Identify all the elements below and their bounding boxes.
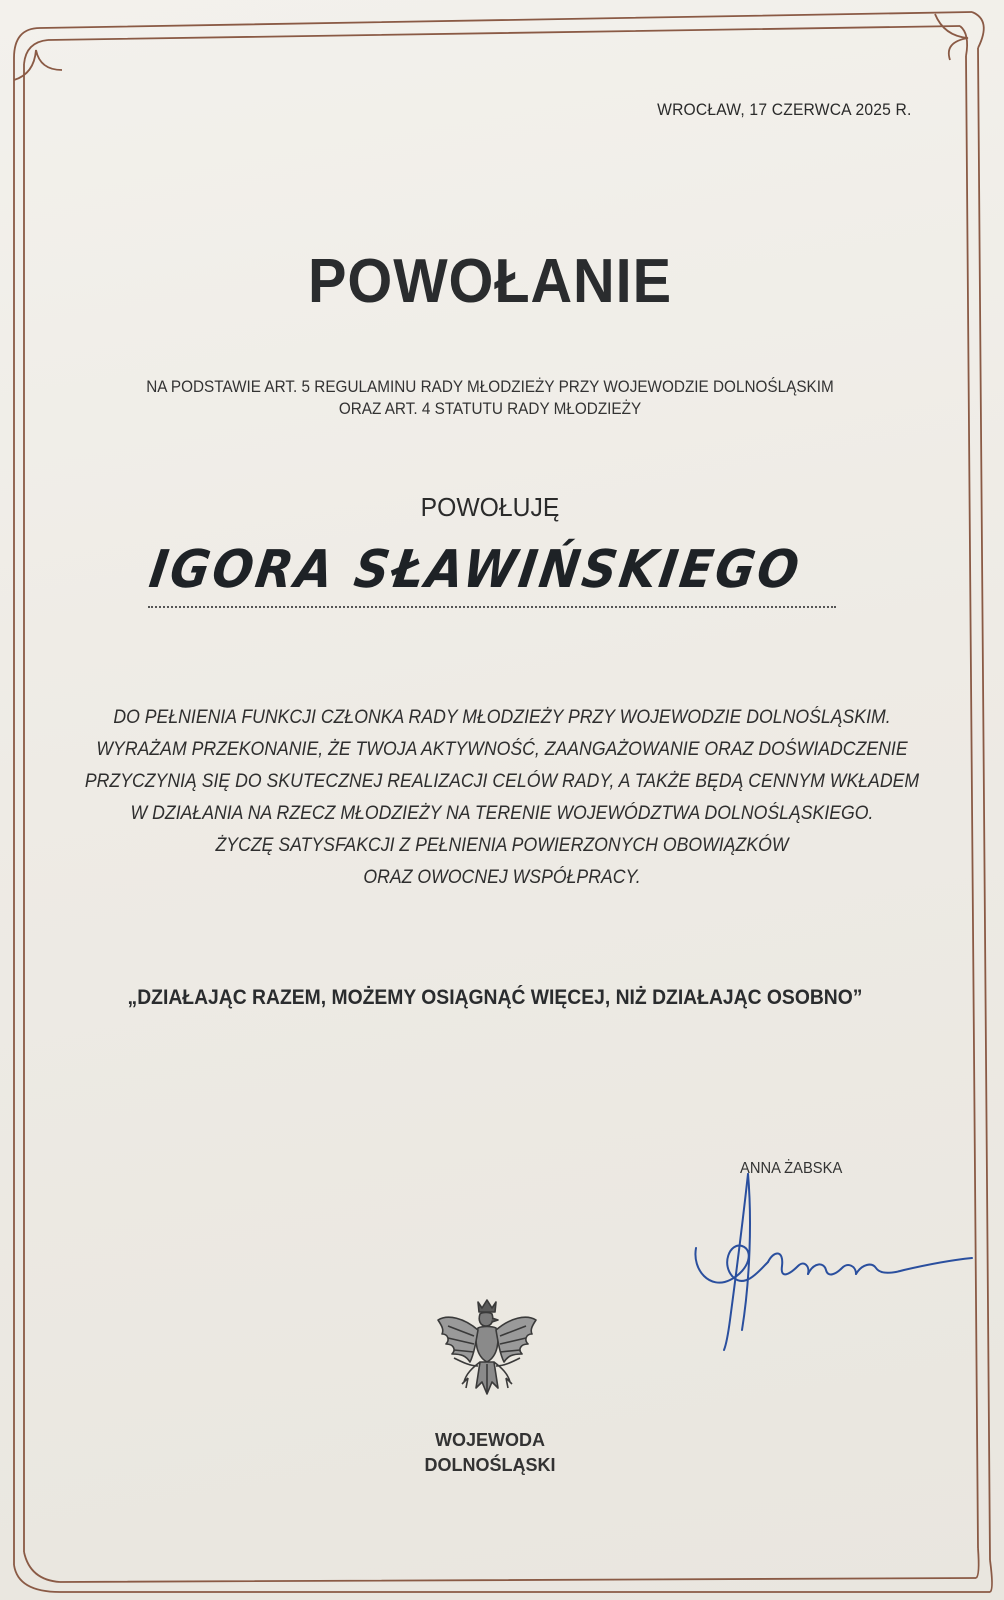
polish-eagle-icon [434,1296,540,1412]
document-title: POWOŁANIE [308,247,672,316]
body-line: ŻYCZĘ SATYSFAKCJI Z PEŁNIENIA POWIERZONYCH OBOWIĄZKÓW [215,835,789,856]
document-date: WROCŁAW, 17 CZERWCA 2025 R. [657,100,912,119]
body-line: WYRAŻAM PRZEKONANIE, ŻE TWOJA AKTYWNOŚĆ, ZAANGAŻOWANIE ORAZ DOŚWIADCZENIE [96,739,908,760]
legal-basis-line: ORAZ ART. 4 STATUTU RADY MŁODZIEŻY [338,399,642,418]
legal-basis-line: NA PODSTAWIE ART. 5 REGULAMINU RADY MŁODZIEŻY PRZY WOJEWODZIE DOLNOŚLĄSKIM [146,377,834,396]
body-line: PRZYCZYNIĄ SIĘ DO SKUTECZNEJ REALIZACJI CELÓW RADY, A TAKŻE BĘDĄ CENNYM WKŁADEM [84,771,920,792]
handwritten-signature [690,1170,980,1360]
name-dotted-line [148,606,836,608]
appoint-word: POWOŁUJĘ [420,492,560,522]
appointment-body [0,702,1004,894]
body-line: ORAZ OWOCNEJ WSPÓŁPRACY. [363,867,641,888]
legal-basis [0,376,980,420]
office-line: DOLNOŚLĄSKI [424,1455,556,1475]
body-line: DO PEŁNIENIA FUNKCJI CZŁONKA RADY MŁODZIEŻY PRZY WOJEWODZIE DOLNOŚLĄSKIM. [113,707,891,728]
motto-quote: „DZIAŁAJĄC RAZEM, MOŻEMY OSIĄGNĄĆ WIĘCEJ, NIŻ DZIAŁAJĄC OSOBNO” [127,986,863,1009]
signer-name: ANNA ŻABSKA [740,1160,843,1177]
office-line: WOJEWODA [435,1430,545,1450]
body-line: W DZIAŁANIA NA RZECZ MŁODZIEŻY NA TERENIE WOJEWÓDZTWA DOLNOŚLĄSKIEGO. [130,803,874,824]
office-name [0,1428,980,1478]
appointee-name: IGORA SŁAWIŃSKIEGO [145,540,806,600]
